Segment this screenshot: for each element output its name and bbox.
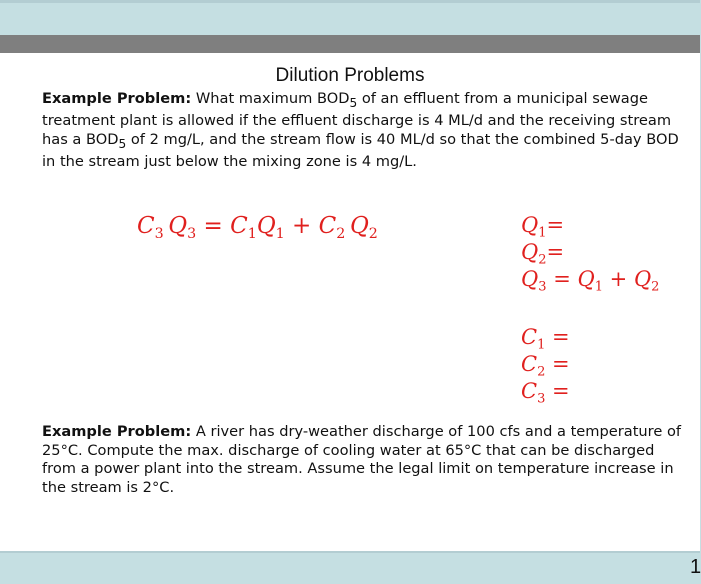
q1-equation: $Q_1=$	[521, 213, 565, 241]
bottom-band	[0, 551, 700, 584]
c1-equation: $C_1$ =	[521, 325, 570, 353]
mass-balance-equation: $C_3$ $Q_3 = C_1Q_1 + C_2$ $Q_2$	[137, 213, 378, 242]
problem-1-label: Example Problem:	[42, 90, 192, 107]
slide-title: Dilution Problems	[275, 65, 425, 86]
q2-equation: $Q_2=$	[521, 240, 565, 268]
page-number: 1	[690, 556, 701, 578]
c3-equation: $C_3$ =	[521, 379, 570, 407]
top-band-line	[0, 0, 700, 3]
example-problem-1: Example Problem: What maximum $BOD_5$ of an effluent from a municipal sewage treatment plant is allowed if the effluent discharge is 4 ML/d and the receiving stream has a $BOD_5$ of 2 mg/L, and the stream flow is 40 ML/d so that the combined 5-day BOD in the stream just below the mixing zone is 4 mg/L.	[42, 90, 679, 171]
top-band	[0, 0, 700, 35]
slide-content	[0, 53, 700, 551]
example-problem-2: Example Problem: A river has dry-weather discharge of 100 cfs and a temperature of 25°C. Compute the max. discharge of cooling water at 65°C that can be discharged from a power plant into the stream. Assume the legal limit on temperature increase in the stream is 2°C.	[42, 423, 682, 496]
header-bar	[0, 35, 700, 53]
problem-2-label: Example Problem:	[42, 423, 192, 440]
c2-equation: $C_2$ =	[521, 352, 570, 380]
bottom-band-line	[0, 551, 700, 553]
q3-equation: $Q_3 = Q_1 + Q_2$	[521, 267, 660, 295]
